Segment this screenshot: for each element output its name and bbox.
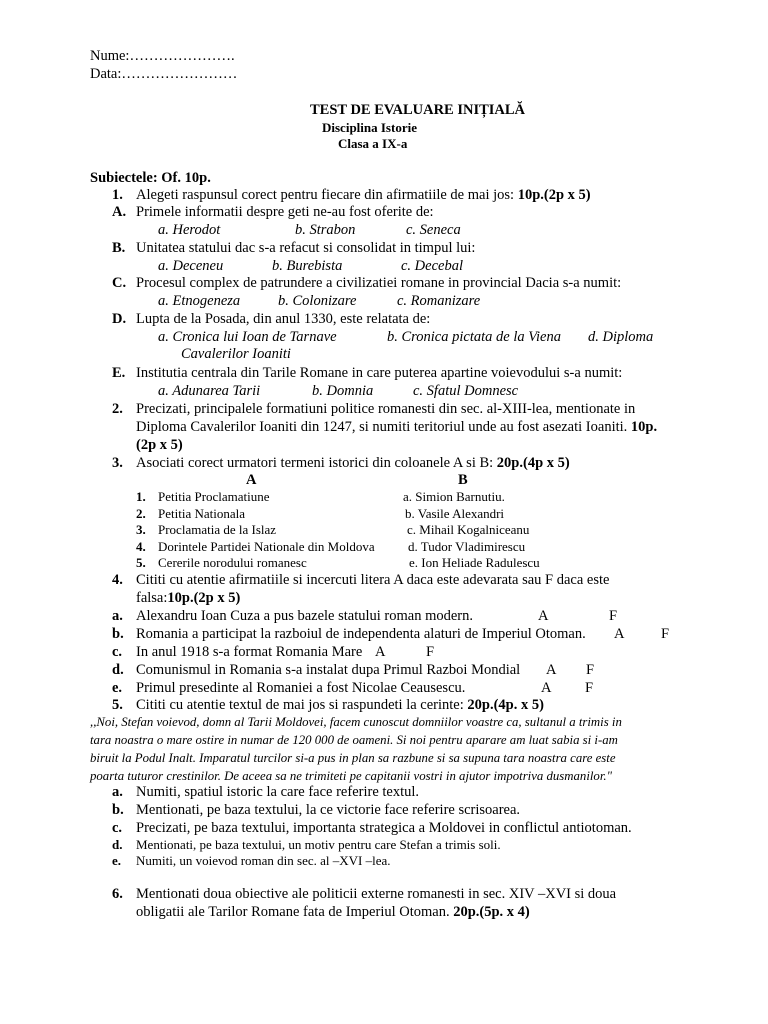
match-row-number: 4. (136, 539, 146, 554)
q1-item-text: Procesul complex de patrundere a civilizatiei romane in provincial Dacia s-a numit: (136, 275, 622, 291)
q6-text-line1: Mentionati doua obiective ale politicii externe romanesti in sec. XIV –XVI si doua (136, 886, 617, 902)
discipline-subtitle: Disciplina Istorie (322, 120, 417, 135)
q2-text-line1: Precizati, principalele formatiuni politice romanesti din sec. al-XIII-lea, mentionate in (136, 401, 636, 417)
match-term-a: Petitia Nationala (158, 506, 246, 521)
quote-line: poarta tuturor crestinilor. De aceea sa ne trimiteti pe capitanii vostri in ajutor impotriva dusmanilor." (90, 769, 612, 783)
option: c. Decebal (401, 258, 463, 274)
option: b. Strabon (295, 222, 356, 238)
quote-line: biruit la Podul Inalt. Imparatul turcilor si-a pus in plan sa razbune si sa supuna tara noastra care este (90, 751, 616, 765)
option: c. Romanizare (397, 293, 481, 309)
match-term-a: Cererile norodului romanesc (158, 555, 307, 570)
q5-item-text: Precizati, pe baza textului, importanta strategica a Moldovei in conflictul antiotoman. (136, 820, 632, 836)
q5-item-letter: b. (112, 802, 124, 818)
q1-item-letter: E. (112, 365, 126, 381)
q1-item-letter: B. (112, 240, 126, 256)
match-term-a: Proclamatia de la Islaz (158, 522, 277, 537)
subjects-heading: Subiectele: Of. 10p. (90, 170, 211, 186)
match-row-number: 5. (136, 555, 146, 570)
match-row-number: 1. (136, 489, 146, 504)
date-field: Data:…………………… (90, 66, 238, 82)
option: a. Herodot (158, 222, 221, 238)
tf-statement: In anul 1918 s-a format Romania Mare (136, 644, 363, 660)
option: d. Diploma (588, 329, 654, 345)
column-b-header: B (458, 472, 468, 488)
option: c. Sfatul Domnesc (413, 383, 519, 399)
true-option[interactable]: A (614, 626, 625, 642)
q5-item-text: Numiti, un voievod roman din sec. al –XVI –lea. (136, 853, 391, 868)
column-a-header: A (246, 472, 257, 488)
match-term-b: c. Mihail Kogalniceanu (407, 522, 530, 537)
option: a. Etnogeneza (158, 293, 241, 309)
true-option[interactable]: A (541, 680, 552, 696)
false-option[interactable]: F (586, 662, 595, 678)
q5-item-letter: a. (112, 784, 123, 800)
q5-item-text: Mentionati, pe baza textului, un motiv pentru care Stefan a trimis soli. (136, 837, 501, 852)
q1-item-text: Lupta de la Posada, din anul 1330, este relatata de: (136, 311, 431, 327)
option: b. Colonizare (278, 293, 357, 309)
true-option[interactable]: A (375, 644, 386, 660)
match-term-a: Dorintele Partidei Nationale din Moldova (158, 539, 375, 554)
tf-statement: Comunismul in Romania s-a instalat dupa Primul Razboi Mondial (136, 662, 521, 678)
match-term-b: b. Vasile Alexandri (405, 506, 505, 521)
match-term-b: e. Ion Heliade Radulescu (409, 555, 540, 570)
match-term-b: a. Simion Barnutiu. (403, 489, 505, 504)
false-option[interactable]: F (585, 680, 594, 696)
q5-item-text: Mentionati, pe baza textului, la ce victorie face referire scrisoarea. (136, 802, 521, 818)
option: a. Cronica lui Ioan de Tarnave (158, 329, 337, 345)
option: b. Burebista (272, 258, 343, 274)
tf-letter: e. (112, 680, 123, 696)
true-option[interactable]: A (546, 662, 557, 678)
tf-statement: Primul presedinte al Romaniei a fost Nicolae Ceausescu. (136, 680, 466, 696)
option: a. Adunarea Tarii (158, 383, 261, 399)
option: c. Seneca (406, 222, 461, 238)
false-option[interactable]: F (661, 626, 670, 642)
q4-text-line1: Cititi cu atentie afirmatiile si incercuti litera A daca este adevarata sau F daca este (136, 572, 610, 588)
option: b. Domnia (312, 383, 374, 399)
q1-text: Alegeti raspunsul corect pentru fiecare din afirmatiile de mai jos: 10p.(2p x 5) (136, 187, 591, 203)
q5-item-letter: e. (112, 853, 122, 868)
q6-number: 6. (112, 886, 123, 902)
tf-statement: Romania a participat la razboiul de independenta alaturi de Imperiul Otoman. (136, 626, 586, 642)
q1-item-text: Institutia centrala din Tarile Romane in care puterea apartine voievodului s-a numit: (136, 365, 623, 381)
page-title: TEST DE EVALUARE INIȚIALĂ (310, 102, 526, 118)
q4-number: 4. (112, 572, 123, 588)
match-row-number: 3. (136, 522, 146, 537)
name-field: Nume:…………………. (90, 48, 235, 64)
q5-number: 5. (112, 697, 123, 713)
q1-item-letter: C. (112, 275, 127, 291)
q1-item-letter: D. (112, 311, 127, 327)
q5-text: Cititi cu atentie textul de mai jos si raspundeti la cerinte: 20p.(4p. x 5) (136, 697, 544, 713)
q3-text: Asociati corect urmatori termeni istorici din coloanele A si B: 20p.(4p x 5) (136, 455, 570, 471)
false-option[interactable]: F (609, 608, 618, 624)
match-row-number: 2. (136, 506, 146, 521)
q1-item-text: Primele informatii despre geti ne-au fost oferite de: (136, 204, 434, 220)
quote-line: tara noastra o mare ostire in numar de 120 000 de oameni. Si noi pentru aparare am luat sabia si i-am (90, 733, 618, 747)
tf-letter: d. (112, 662, 124, 678)
tf-statement: Alexandru Ioan Cuza a pus bazele statului roman modern. (136, 608, 474, 624)
q4-text-line2: falsa:10p.(2p x 5) (136, 590, 241, 606)
true-option[interactable]: A (538, 608, 549, 624)
tf-letter: a. (112, 608, 123, 624)
option: b. Cronica pictata de la Viena (387, 329, 561, 345)
q2-number: 2. (112, 401, 123, 417)
q2-text-line2: Diploma Cavalerilor Ioaniti din 1247, si numiti teritoriul unde au fost asezati Ioaniti. 10p. (136, 419, 658, 435)
tf-letter: b. (112, 626, 124, 642)
q5-item-text: Numiti, spatiul istoric la care face referire textul. (136, 784, 420, 800)
match-term-a: Petitia Proclamatiune (158, 489, 270, 504)
q5-item-letter: d. (112, 837, 123, 852)
class-subtitle: Clasa a IX-a (338, 136, 408, 151)
q3-number: 3. (112, 455, 123, 471)
q2-points: (2p x 5) (136, 437, 183, 453)
option-continuation: Cavalerilor Ioaniti (181, 346, 291, 362)
tf-letter: c. (112, 644, 123, 660)
option: a. Deceneu (158, 258, 224, 274)
false-option[interactable]: F (426, 644, 435, 660)
q1-item-letter: A. (112, 204, 127, 220)
match-term-b: d. Tudor Vladimirescu (408, 539, 526, 554)
quote-line: ,,Noi, Stefan voievod, domn al Tarii Moldovei, facem cunoscut domniilor voastre ca, sultanul a trimis in (90, 715, 622, 729)
q5-item-letter: c. (112, 820, 123, 836)
q1-number: 1. (112, 187, 123, 203)
q1-item-text: Unitatea statului dac s-a refacut si consolidat in timpul lui: (136, 240, 476, 256)
q6-text-line2: obligatii ale Tarilor Romane fata de Imperiul Otoman. 20p.(5p. x 4) (136, 904, 530, 920)
